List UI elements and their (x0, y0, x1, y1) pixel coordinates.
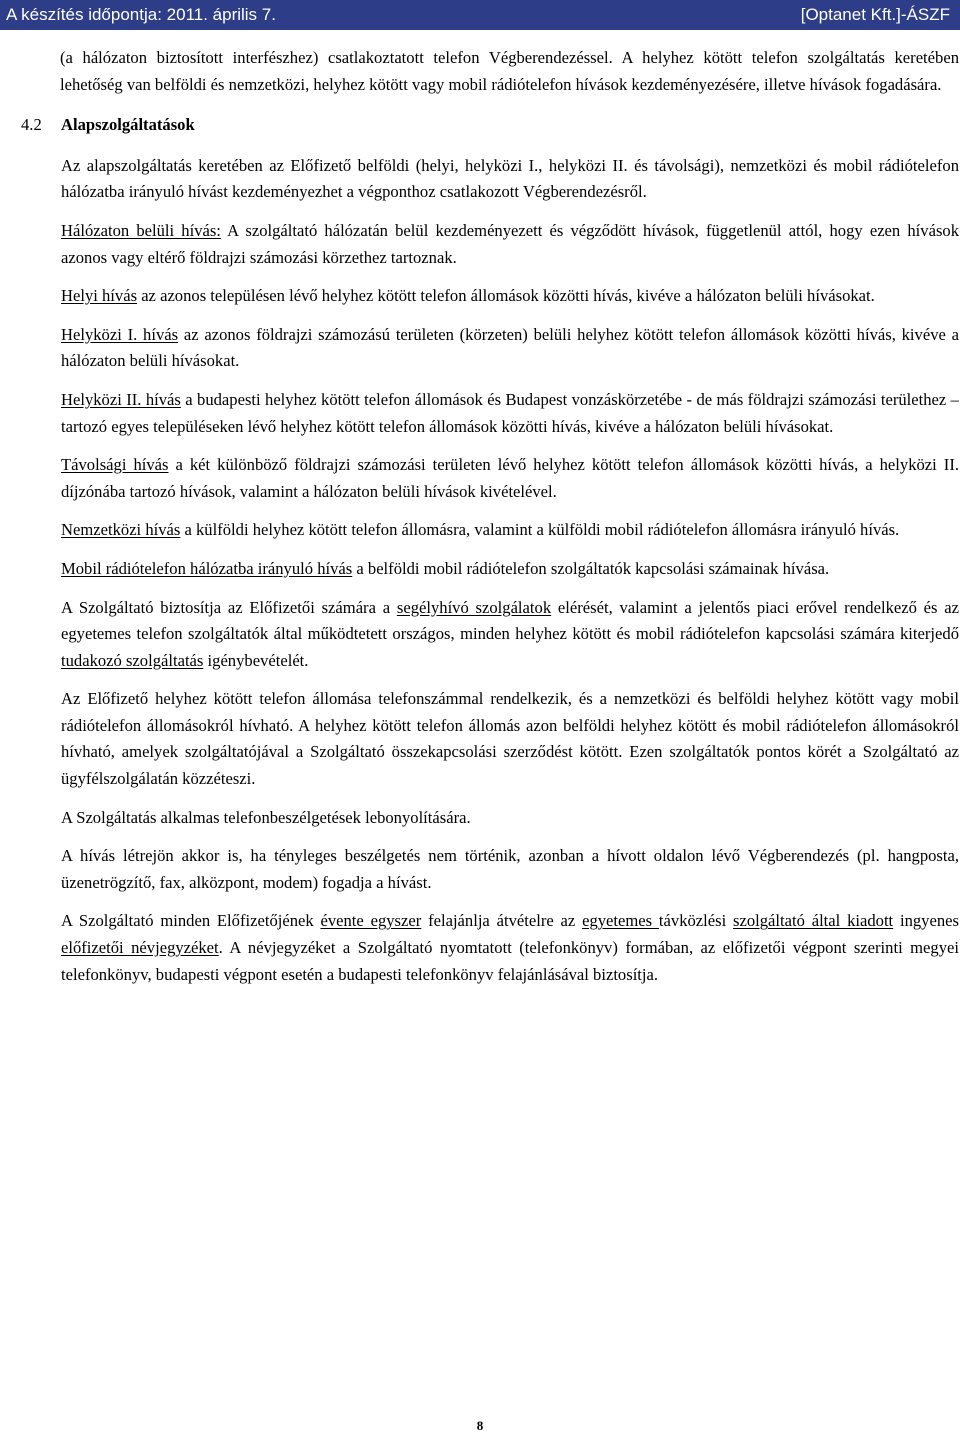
suitability-paragraph: A Szolgáltatás alkalmas telefonbeszélgetések lebonyolítására. (61, 807, 471, 827)
network-call-definition: Hálózaton belüli hívás: A szolgáltató hálózatán belül kezdeményezett és végződött hívások, függetlenül attól, hogy ezen hívások azonos vagy eltérő földrajzi számozási körzethez tartoznak. (61, 220, 959, 267)
interurban2-call-term: Helyközi II. hívás (61, 389, 181, 409)
interurban2-call-definition: Helyközi II. hívás a budapesti helyhez kötött telefon állomások és Budapest vonzáskörzetébe - de más földrajzi számozási területhez – tartozó egyes településeken lévő helyhez kötött telefon állomások közötti hívás, kivéve a hálózaton belüli hívásokat. (61, 389, 959, 436)
long-distance-call-definition: Távolsági hívás a két különböző földrajzi számozási területen lévő helyhez kötött telefon állomások közötti hívás, a helyközi II. díjzónába tartozó hívások, valamint a hálózaton belüli hívások kivételével. (61, 455, 959, 501)
subscriber-station-paragraph: Az Előfizető helyhez kötött telefon állomása telefonszámmal rendelkezik, és a nemzetközi és belföldi helyhez kötött vagy mobil rádiótelefon állomásokról hívható. A helyhez kötött telefon állomás azon belföldi helyhez kötött és mobil rádiótelefon állomásokról hívható, amelyek szolgáltatójával a Szolgáltató összekapcsolási szerződést kötött. Ezen szolgáltatók pontos körét a Szolgáltató az ügyfélszolgálatán közzéteszi. (61, 689, 959, 789)
header-company: [Optanet Kft.]-ÁSZF (800, 5, 950, 24)
basic-service-paragraph: Az alapszolgáltatás keretében az Előfizető belföldi (helyi, helyközi I., helyközi II. és távolsági), nemzetközi és mobil rádiótelefon hálózatba irányuló hívást kezdeményezhet a végponthoz csatlakozott Végberendezésről. (61, 155, 959, 202)
local-call-definition: Helyi hívás az azonos településen lévő helyhez kötött telefon állomások közötti hívás, kivéve a hálózaton belüli hívásokat. (61, 286, 875, 306)
section-heading (21, 112, 959, 139)
page-number: 8 (476, 1418, 484, 1433)
universal-term: egyetemes (582, 911, 659, 931)
directory-paragraph: A Szolgáltató minden Előfizetőjének évente egyszer felajánlja átvételre az egyetemes távközlési szolgáltató által kiadott ingyenes előfizetői névjegyzéket. A névjegyzéket a Szolgáltató nyomtatott (telefonkönyv) formában, az előfizetői végpont szerinti megyei telefonkönyv, budapesti végpont esetén a budapesti telefonkönyv felajánlásával biztosítja. (61, 911, 959, 984)
section-number: 4.2 (21, 115, 42, 135)
section-title: Alapszolgáltatások (61, 115, 195, 135)
document-body (21, 45, 960, 988)
international-call-term: Nemzetközi hívás (61, 520, 181, 540)
mobile-call-definition: Mobil rádiótelefon hálózatba irányuló hívás a belföldi mobil rádiótelefon szolgáltatók kapcsolási számainak hívása. (61, 558, 830, 578)
network-call-term: Hálózaton belüli hívás: (61, 220, 221, 240)
intro-paragraph: (a hálózaton biztosított interfészhez) csatlakoztatott telefon Végberendezéssel. A helyhez kötött telefon szolgáltatás keretében lehetőség van belföldi és nemzetközi, helyhez kötött vagy mobil rádiótelefon hívások kezdeményezésére, illetve hívások fogadására. (60, 48, 959, 94)
header-date: A készítés időpontja: 2011. április 7. (6, 5, 276, 24)
international-call-definition: Nemzetközi hívás a külföldi helyhez kötött telefon állomásra, valamint a külföldi mobil rádiótelefon állomásra irányuló hívás. (61, 520, 900, 540)
long-distance-call-term: Távolsági hívás (61, 455, 169, 475)
emergency-services-paragraph: A Szolgáltató biztosítja az Előfizetői számára a segélyhívó szolgálatok elérését, valamint a jelentős piaci erővel rendelkező és az egyetemes telefon szolgáltatók által működtetett országos, minden helyhez kötött és mobil rádiótelefon kapcsolási számára kiterjedő tudakozó szolgáltatás igénybevételét. (61, 597, 960, 670)
yearly-term: évente egyszer (320, 911, 422, 931)
subscriber-directory-term: előfizetői névjegyzéket (61, 938, 219, 958)
mobile-call-term: Mobil rádiótelefon hálózatba irányuló hívás (61, 558, 353, 578)
page-header (0, 0, 960, 30)
interurban1-call-term: Helyközi I. hívás (61, 324, 179, 344)
local-call-term: Helyi hívás (61, 286, 138, 306)
emergency-services-link: segélyhívó szolgálatok (396, 597, 552, 617)
call-established-paragraph: A hívás létrejön akkor is, ha tényleges beszélgetés nem történik, azonban a hívott oldalon lévő Végberendezés (pl. hangposta, üzenetrögzítő, fax, alközpont, modem) fogadja a hívást. (61, 846, 959, 892)
directory-service-link: tudakozó szolgáltatás (61, 650, 204, 670)
provider-issued-term: szolgáltató által kiadott (733, 911, 894, 931)
interurban1-call-definition: Helyközi I. hívás az azonos földrajzi számozású területen (körzeten) belüli helyhez kötött telefon állomások közötti hívás, kivéve a hálózaton belüli hívásokat. (61, 324, 959, 371)
